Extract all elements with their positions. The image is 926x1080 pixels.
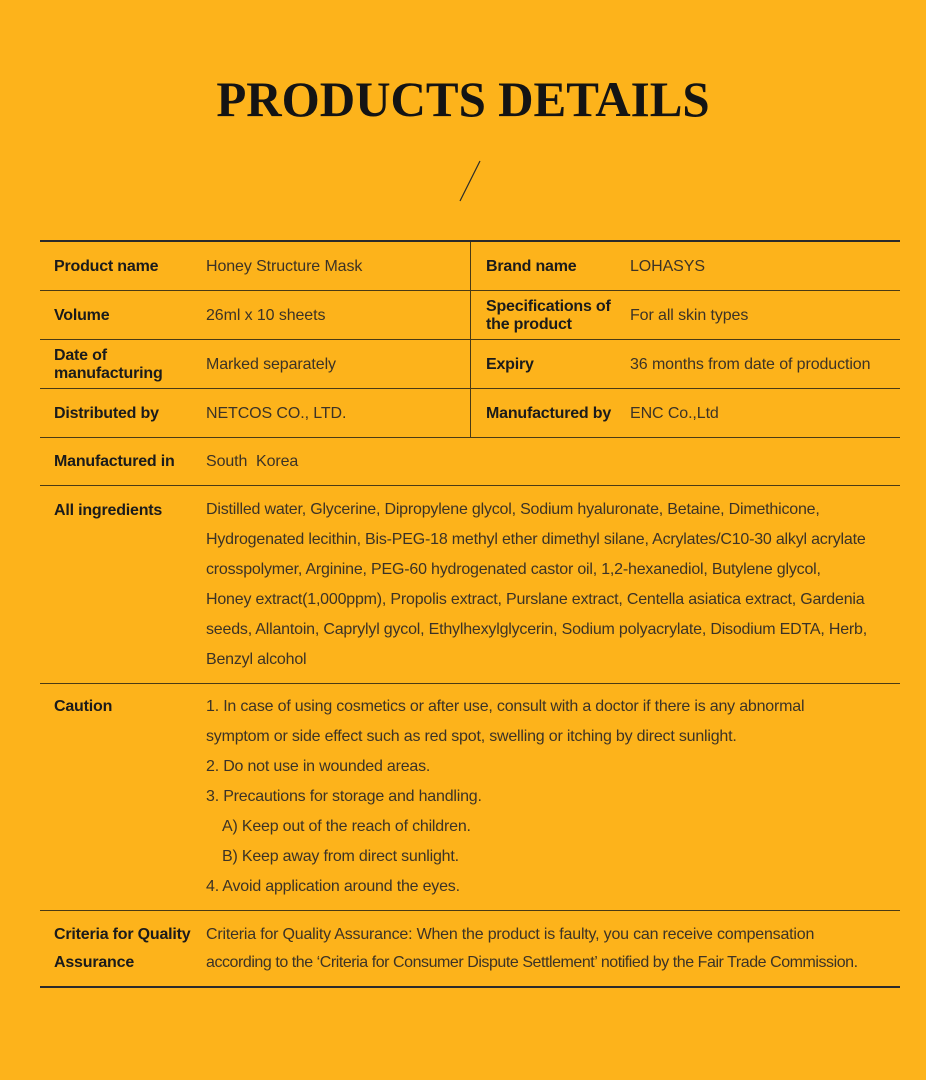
quality-line: Criteria for Quality Assurance: When the product is faulty, you can receive compensation [206,926,815,943]
volume-value: 26ml x 10 sheets [206,306,326,324]
product-name-value: Honey Structure Mask [206,257,363,275]
expiry-value: 36 months from date of production [630,355,871,373]
table-row [40,911,900,988]
ingredients-line: Distilled water, Glycerine, Dipropylene glycol, Sodium hyaluronate, Betaine, Dimethicone, [206,501,820,518]
product-name-label: Product name [54,257,159,275]
column-divider [470,389,471,437]
manufactured-by-label: Manufactured by [486,404,612,422]
column-divider [470,291,471,339]
ingredients-text [206,495,867,675]
date-of-manufacturing-label-line2: manufacturing [54,364,163,382]
specifications-label-line2: the product [486,315,572,333]
column-divider [470,242,471,290]
table-row [40,389,900,438]
manufactured-in-value: South Korea [206,453,299,470]
slash-divider-icon [458,160,482,202]
table-row [40,438,900,486]
specifications-label [486,291,611,340]
table-row [40,340,900,389]
caution-label: Caution [54,698,113,715]
quality-label-line2: Assurance [54,954,135,971]
table-row [40,242,900,291]
table-row [40,486,900,684]
quality-line: according to the ‘Criteria for Consumer Dispute Settlement’ notified by the Fair Trade Commission. [206,954,858,971]
volume-label: Volume [54,306,110,324]
brand-name-value: LOHASYS [630,257,705,275]
date-of-manufacturing-label-line1: Date of [54,346,107,364]
caution-line: symptom or side effect such as red spot, swelling or itching by direct sunlight. [206,728,737,745]
ingredients-line: Benzyl alcohol [206,651,307,668]
distributed-by-value: NETCOS CO., LTD. [206,404,347,422]
caution-line: A) Keep out of the reach of children. [222,818,471,835]
column-divider [470,340,471,388]
product-details-table [40,240,900,988]
caution-line: 2. Do not use in wounded areas. [206,758,431,775]
brand-name-label: Brand name [486,257,577,275]
caution-line: 4. Avoid application around the eyes. [206,878,460,895]
quality-label [54,921,190,977]
caution-line: 1. In case of using cosmetics or after use, consult with a doctor if there is any abnormal [206,698,805,715]
distributed-by-label: Distributed by [54,404,159,422]
specifications-label-line1: Specifications of [486,297,611,315]
date-of-manufacturing-label [54,340,163,389]
caution-text [206,692,804,902]
quality-label-line1: Criteria for Quality [54,926,191,943]
caution-line: B) Keep away from direct sunlight. [222,848,459,865]
manufactured-by-value: ENC Co.,Ltd [630,404,719,422]
ingredients-label: All ingredients [54,502,163,519]
caution-line: 3. Precautions for storage and handling. [206,788,482,805]
ingredients-line: Honey extract(1,000ppm), Propolis extract, Purslane extract, Centella asiatica extract, Gardenia [206,591,865,608]
expiry-label: Expiry [486,355,534,373]
table-row [40,291,900,340]
ingredients-line: crosspolymer, Arginine, PEG-60 hydrogenated castor oil, 1,2-hexanediol, Butylene glycol, [206,561,821,578]
date-of-manufacturing-value: Marked separately [206,355,336,373]
quality-text [206,921,858,977]
page-title: PRODUCTS DETAILS [216,71,710,127]
ingredients-line: seeds, Allantoin, Caprylyl gycol, Ethylhexylglycerin, Sodium polyacrylate, Disodium EDTA, Herb, [206,621,867,638]
ingredients-line: Hydrogenated lecithin, Bis-PEG-18 methyl ether dimethyl silane, Acrylates/C10-30 alkyl acrylate [206,531,866,548]
specifications-value: For all skin types [630,306,749,324]
table-row [40,684,900,911]
manufactured-in-label: Manufactured in [54,453,175,470]
